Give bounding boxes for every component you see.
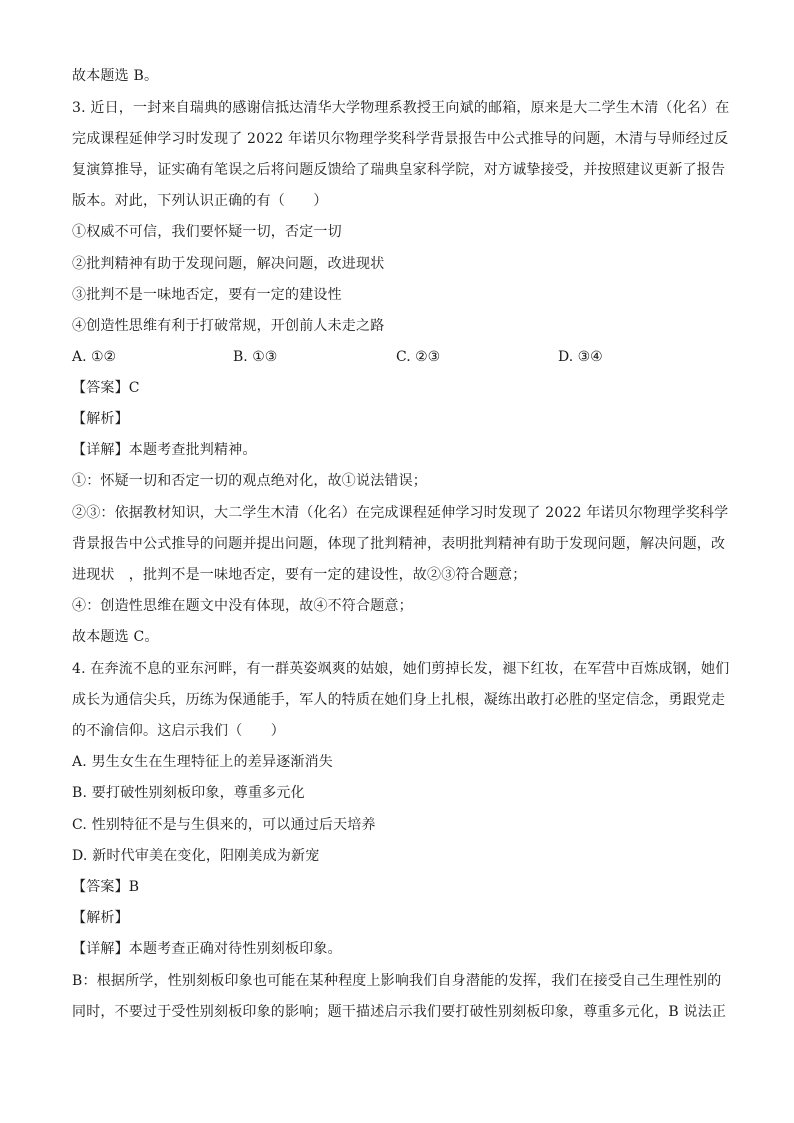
option-d: D. 新时代审美在变化，阳刚美成为新宠: [72, 848, 320, 864]
option-d: D. ③④: [558, 349, 603, 365]
answer-label: 【答案】C: [72, 380, 140, 396]
statement-2: ②批判精神有助于发现问题，解决问题，改进现状: [72, 256, 385, 272]
option-b: B. 要打破性别刻板印象，尊重多元化: [72, 785, 305, 801]
option-c: C. ②③: [396, 349, 441, 365]
question-3-stem: 3. 近日，一封来自瑞典的感谢信抵达清华大学物理系教授王向斌的邮箱，原来是大二学生木清（化名）在: [72, 100, 730, 116]
statement-3: ③批判不是一味地否定，要有一定的建设性: [72, 287, 342, 303]
text-line: 的不渝信仰。这启示我们（ ）: [72, 723, 285, 739]
option-a: A. 男生女生在生理特征上的差异逐渐消失: [72, 754, 334, 770]
detail-text: 【详解】本题考查批判精神。: [72, 442, 257, 458]
text-line: 进现状 ，批判不是一味地否定，要有一定的建设性，故②③符合题意；: [72, 567, 527, 583]
option-b: B. ①③: [233, 349, 278, 365]
question-4-stem: 4. 在奔流不息的亚东河畔，有一群英姿飒爽的姑娘，她们剪掉长发，褪下红妆，在军营中百炼成钢，她们: [72, 661, 730, 677]
text-line: 故本题选 C。: [72, 629, 159, 645]
text-line: 复演算推导，证实确有笔误之后将问题反馈给了瑞典皇家科学院，对方诚挚接受，并按照建议更新了报告: [72, 162, 726, 178]
analysis-label: 【解析】: [72, 411, 129, 427]
option-c: C. 性别特征不是与生俱来的，可以通过后天培养: [72, 817, 376, 833]
option-a: A. ①②: [72, 349, 117, 365]
text-line: 故本题选 B。: [72, 68, 159, 84]
text-line: 背景报告中公式推导的问题并提出问题，体现了批判精神，表明批判精神有助于发现问题，解决问题，改: [72, 536, 726, 552]
text-line: ①：怀疑一切和否定一切的观点绝对化，故①说法错误；: [72, 473, 427, 489]
text-line: 完成课程延伸学习时发现了 2022 年诺贝尔物理学奖科学背景报告中公式推导的问题，木清与导师经过反: [72, 131, 729, 147]
text-line: B：根据所学，性别刻板印象也可能在某种程度上影响我们自身潜能的发挥，我们在接受自己生理性别的: [72, 973, 722, 989]
text-line: ②③：依据教材知识，大二学生木清（化名）在完成课程延伸学习时发现了 2022 年诺贝尔物理学奖科学: [72, 505, 729, 521]
analysis-label: 【解析】: [72, 910, 129, 926]
text-line: 同时，不要过于受性别刻板印象的影响；题干描述启示我们要打破性别刻板印象，尊重多元化，B 说法正: [72, 1004, 727, 1020]
text-line: ④：创造性思维在题文中没有体现，故④不符合题意；: [72, 598, 413, 614]
text-line: 版本。对此，下列认识正确的有（ ）: [72, 193, 328, 209]
statement-4: ④创造性思维有利于打破常规，开创前人未走之路: [72, 318, 385, 334]
answer-label: 【答案】B: [72, 879, 140, 895]
text-line: 成长为通信尖兵，历练为保通能手，军人的特质在她们身上扎根，凝练出敢打必胜的坚定信念，勇跟党走: [72, 692, 726, 708]
statement-1: ①权威不可信，我们要怀疑一切，否定一切: [72, 224, 342, 240]
detail-text: 【详解】本题考查正确对待性别刻板印象。: [72, 941, 342, 957]
